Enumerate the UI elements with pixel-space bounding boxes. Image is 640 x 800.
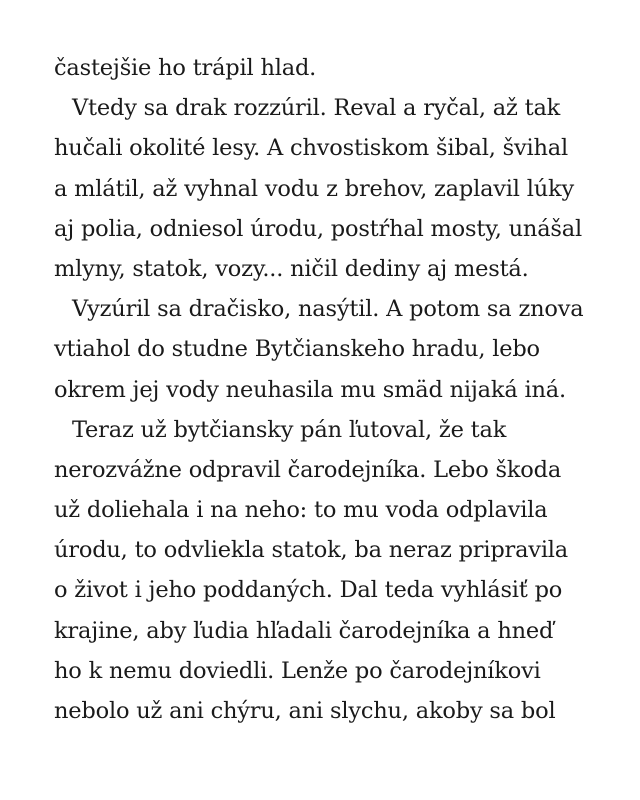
text-line-10: Teraz už bytčiansky pán ľutoval, že tak [72, 416, 507, 443]
text-line-5: aj polia, odniesol úrodu, postŕhal mosty, unášal [54, 215, 582, 242]
text-line-3: hučali okolité lesy. A chvostiskom šibal, švihal [54, 135, 569, 162]
text-line-1: častejšie ho trápil hlad. [54, 55, 317, 81]
text-line-16: ho k nemu doviedli. Lenže po čarodejníkovi [54, 657, 541, 684]
text-line-2: Vtedy sa drak rozzúril. Reval a ryčal, až tak [72, 95, 561, 122]
text-line-7: Vyzúril sa dračisko, nasýtil. A potom sa znova [72, 296, 584, 323]
text-line-13: úrodu, to odvliekla statok, ba neraz pripravila [54, 537, 569, 564]
text-line-12: už doliehala i na neho: to mu voda odplavila [54, 497, 548, 524]
text-line-11: nerozvážne odpravil čarodejníka. Lebo škoda [54, 456, 562, 483]
book-page-text [54, 48, 614, 731]
text-line-9: okrem jej vody neuhasila mu smäd nijaká iná. [54, 376, 566, 403]
text-line-15: krajine, aby ľudia hľadali čarodejníka a hneď [54, 617, 554, 644]
text-line-4: a mlátil, až vyhnal vodu z brehov, zaplavil lúky [54, 175, 574, 202]
text-line-8: vtiahol do studne Bytčianskeho hradu, lebo [54, 336, 540, 363]
text-line-14: o život i jeho poddaných. Dal teda vyhlásiť po [54, 577, 563, 604]
text-line-6: mlyny, statok, vozy... ničil dediny aj mestá. [54, 255, 529, 282]
text-line-17: nebolo už ani chýru, ani slychu, akoby sa bol [54, 698, 556, 724]
